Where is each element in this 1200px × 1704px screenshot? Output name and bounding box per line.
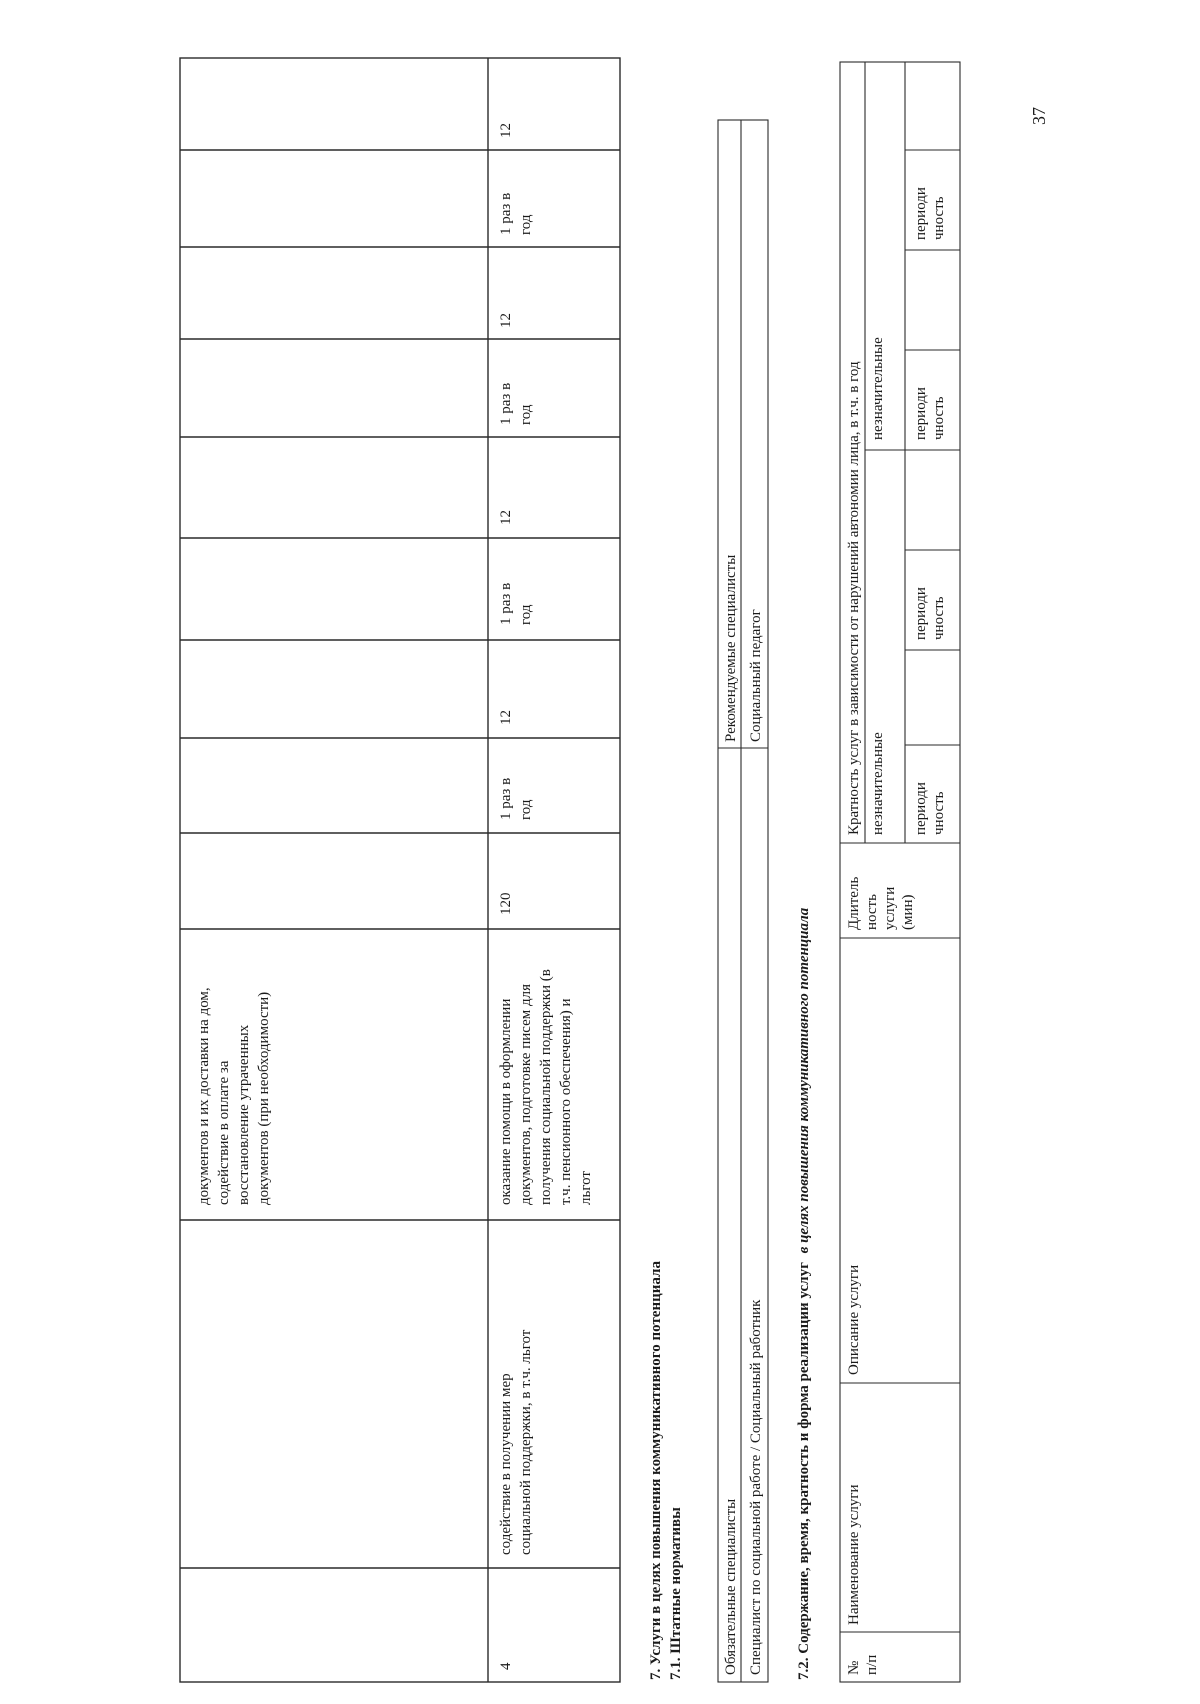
- freq-label-4: 1 раз в: [498, 192, 514, 235]
- freq-unit-3: год: [518, 404, 534, 425]
- section-subheading: 7.1. Штатные нормативы: [668, 1507, 684, 1680]
- freq-label-3: 1 раз в: [498, 382, 514, 425]
- col-duration-line-4: (мин): [900, 894, 916, 930]
- page-number: 37: [1029, 107, 1049, 125]
- section-7-2-heading: 7.2. Содержание, время, кратность и форма реализации услуг в целях повышения коммуникативного потенциала: [796, 907, 812, 1680]
- col-number-line-1: №: [846, 1660, 862, 1675]
- col-duration-line-2: ность: [864, 894, 880, 930]
- mandatory-specialists-header: Обязательные специалисты: [723, 1498, 739, 1675]
- periodicity-2-line-1: периоди: [913, 587, 929, 640]
- service-description-line-4: т.ч. пенсионного обеспечения) и: [558, 998, 574, 1205]
- periodicity-1-line-1: периоди: [913, 782, 929, 835]
- col-number-line-2: п/п: [864, 1654, 880, 1675]
- freq-unit-4: год: [518, 214, 534, 235]
- periodicity-2-line-2: чность: [931, 596, 947, 640]
- section-heading: 7. Услуги в целях повышения коммуникативного потенциала: [648, 1261, 664, 1680]
- service-description-line-1: оказание помощи в оформлении: [498, 998, 514, 1205]
- freq-unit-2: год: [518, 604, 534, 625]
- periodicity-3-line-2: чность: [931, 396, 947, 440]
- group-label-2: незначительные: [870, 337, 886, 440]
- staff-standards-table: [718, 120, 768, 1682]
- col-service-name: Наименование услуги: [846, 1484, 862, 1625]
- service-description-line-2: документов, подготовке писем для: [518, 983, 534, 1205]
- freq-label-2: 1 раз в: [498, 582, 514, 625]
- value-2: 12: [498, 510, 514, 525]
- recommended-specialists-value: Социальный педагог: [748, 609, 764, 742]
- periodicity-3-line-1: периоди: [913, 387, 929, 440]
- value-4: 12: [498, 123, 514, 138]
- services-table-top: [180, 58, 620, 1682]
- col-service-description: Описание услуги: [846, 1264, 862, 1375]
- periodicity-1-line-2: чность: [931, 791, 947, 835]
- value-3: 12: [498, 313, 514, 328]
- svg-text:документов и их доставки на до: документов и их доставки на дом,: [196, 987, 212, 1205]
- recommended-specialists-header: Рекомендуемые специалисты: [723, 554, 739, 742]
- group-label-1: незначительные: [870, 732, 886, 835]
- service-name-line-1: содействие в получении мер: [498, 1373, 514, 1555]
- svg-text:восстановление утраченных: восстановление утраченных: [236, 1024, 252, 1205]
- service-description-line-5: льгот: [578, 1171, 594, 1205]
- services-table-header: [840, 62, 960, 1682]
- freq-label-1: 1 раз в: [498, 777, 514, 820]
- periodicity-4-line-1: периоди: [913, 187, 929, 240]
- duration-value: 120: [498, 892, 514, 915]
- col-duration-line-1: Длитель: [846, 876, 862, 930]
- row-continued-description: [196, 987, 272, 1205]
- freq-unit-1: год: [518, 799, 534, 820]
- service-name-line-2: социальной поддержки, в т.ч. льгот: [518, 1329, 534, 1555]
- mandatory-specialists-value: Специалист по социальной работе / Социальный работник: [748, 1299, 764, 1675]
- table-row-4: [498, 123, 594, 1670]
- col-multiplicity: Кратность услуг в зависимости от нарушений автономии лица, в т.ч. в год: [846, 361, 862, 835]
- service-description-line-3: получения социальной поддержки (в: [538, 969, 554, 1205]
- value-1: 12: [498, 710, 514, 725]
- svg-text:содействие в оплате за: содействие в оплате за: [216, 1060, 232, 1205]
- svg-text:документов (при необходимости): документов (при необходимости): [256, 991, 272, 1205]
- periodicity-4-line-2: чность: [931, 196, 947, 240]
- row-number: 4: [498, 1662, 514, 1670]
- col-duration-line-3: услуги: [882, 886, 898, 930]
